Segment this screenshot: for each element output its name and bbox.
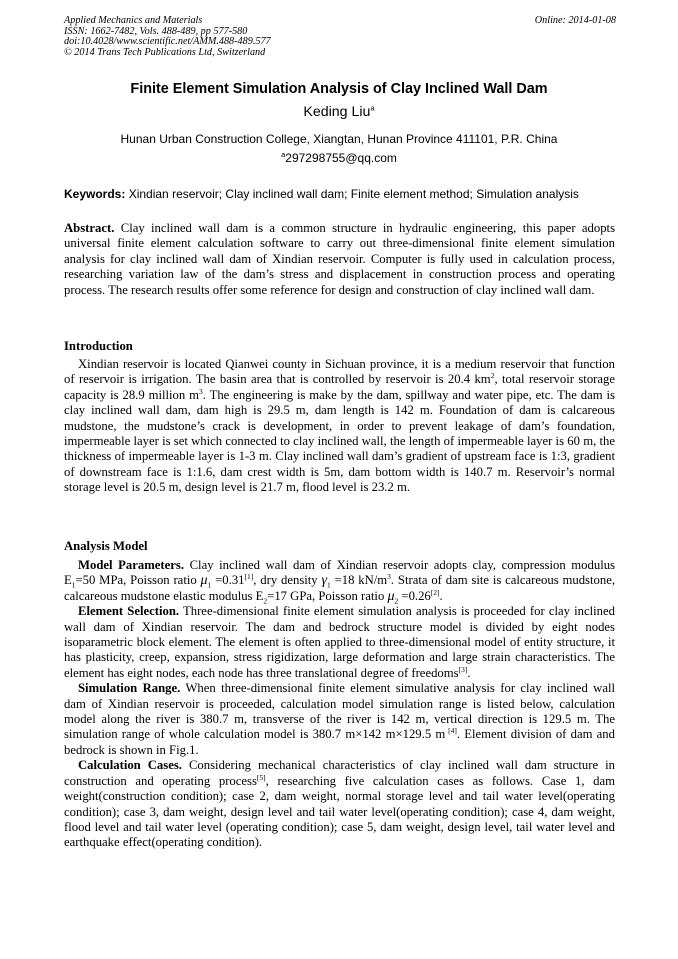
paper-title: Finite Element Simulation Analysis of Clay Inclined Wall Dam [130,81,548,97]
ref-2: [2] [430,587,440,597]
affiliation: Hunan Urban Construction College, Xiangtan, Hunan Province 411101, P.R. China [120,132,558,146]
mp-sub-5: 2 [394,596,399,606]
journal-name: Applied Mechanics and Materials [64,15,203,26]
journal-issn: ISSN: 1662-7482, Vols. 488-489, pp 577-580 [64,25,248,37]
email-mark: a [281,150,286,159]
mp-text-g: =17 GPa, Poisson ratio [267,588,388,603]
cc-text-a: Considering mechanical characteristics of clay inclined wall dam structure in construction and operating process [64,758,616,788]
author-name: Keding Liu [303,104,371,120]
ref-1: [1] [244,572,254,582]
mp-text-e: =18 kN/m [330,573,388,588]
analysis-model-section [64,558,615,851]
es-text-b: . [467,665,471,680]
simulation-range-label: Simulation Range. [78,681,181,696]
paragraph-simulation-range [64,681,615,758]
calculation-cases-label: Calculation Cases. [78,758,182,773]
mp-text-d: , dry density [253,573,322,588]
intro-sup-2: 3 [199,386,203,396]
ref-3: [3] [458,664,468,674]
mp-text-h: =0.26 [398,588,431,603]
ref-5: [5] [256,772,266,782]
element-selection-label: Element Selection. [78,604,180,619]
author-email [0,151,678,165]
model-parameters-label: Model Parameters. [78,558,184,572]
mu-symbol: μ [200,573,208,589]
es-text-a: Three-dimensional finite element simulation analysis is proceeded for clay inclined wall dam of Xindian reservoir. The dam and bedrock structure model is divided by eight nodes isoparametric block element. The element is often applied to three-dimensional model of entity structure, it has plasticity, creep, expansion, stress rigidization, large deformation and large strain characteristics. The element has eight nodes, each node has three translational degree of freedoms [64,604,615,680]
intro-text-3: . The engineering is make by the dam, spillway and water pipe, etc. The dam is clay inclined wall dam, dam high is 29.5 m, dam length is 142 m. Foundation of dam is calcareous mudstone, the mudstone’s crack is development, in order to prevent leakage of dam’s foundation, impermeable layer is set which connected to clay inclined wall, the length of impermeable layer is 60 m, the thickness of impermeable layer is 1-3 m. Clay inclined wall dam’s gradient of upstream face is 1:3, gradient of downstream face is 1:1.6, dam crest width is 5m, dam bottom width is 140.7 m. Reservoir’s normal storage level is 20.5 m, design level is 21.7 m, flood level is 23.2 m. [64,387,615,495]
mp-sub-1: 1 [71,580,76,590]
abstract-label: Abstract. [64,221,115,235]
intro-text-1: Xindian reservoir is located Qianwei county in Sichuan province, it is a medium reservoir that function of reservoir is irrigation. The basin area that is controlled by reservoir is 20.4 km [64,357,615,387]
mp-text-b: =50 MPa, Poisson ratio [75,573,201,588]
mp-text-c: =0.31 [211,573,245,588]
ref-4: [4] [445,726,457,736]
email-address: 297298755@qq.com [285,151,397,165]
journal-header [64,16,616,58]
cc-text-b: , researching five calculation cases as follows. Case 1, dam weight(construction condition); case 2, dam weight, normal storage level and tail water level(operating condition); case 3, dam weight, design level and tail water level(operating condition); case 4, dam weight, flood level and tail water level (operating condition); case 5, dam weight, design level, tail water level and earthquake effect(operating condition). [64,773,615,850]
mp-sub-4: 2 [263,596,268,606]
keywords-label: Keywords: [64,187,126,201]
journal-copyright: © 2014 Trans Tech Publications Ltd, Switzerland [64,46,266,58]
journal-doi: doi:10.4028/www.scientific.net/AMM.488-489.577 [64,36,271,48]
mp-sup-3: 3 [387,572,391,582]
introduction-paragraph [64,357,615,496]
section-heading-analysis-model: Analysis Model [64,539,148,553]
sr-text-a: When three-dimensional finite element simulative analysis for clay inclined wall dam of Xindian reservoir is proceeded, calculation model simulation range is listed below, calculation model along the river is 380.7 m, transverse of the river is 142 m, vertical direction is 129.5 m. The simulation range of whole calculation model is 380.7 m×142 m×129.5 m [64,681,615,742]
paragraph-calculation-cases [64,758,615,850]
mp-text-f: . Strata of dam site is calcareous mudstone, calcareous mudstone elastic modulus E [64,573,615,603]
intro-text-2: , total reservoir storage capacity is 28.9 million m [64,372,615,402]
mp-sub-3: 1 [327,580,331,590]
gamma-symbol: γ [321,573,328,589]
mp-text-i: . [439,588,443,603]
mp-sub-2: 1 [207,580,212,590]
intro-sup-1: 2 [490,371,495,381]
abstract-text: Clay inclined wall dam is a common structure in hydraulic engineering, this paper adopts universal finite element calculation software to carry out three-dimensional finite element simulation analysis for clay inclined wall dam of Xindian reservoir. Computer is fully used in calculation process, researching variation law of the dam’s stress and displacement in construction process and operating process. The research results offer some reference for design and construction of clay inclined wall dam. [64,221,616,297]
keywords-text: Xindian reservoir; Clay inclined wall dam; Finite element method; Simulation analysis [128,187,579,201]
mu2-symbol: μ [387,588,395,604]
keywords [64,187,616,201]
section-heading-introduction: Introduction [64,339,133,353]
author-line [0,104,678,120]
author-mark: a [370,103,375,113]
mp-text-a: Clay inclined wall dam of Xindian reservoir adopts clay, compression modulus E [64,558,615,588]
sr-text-b: . Element division of dam and bedrock is shown in Fig.1. [64,727,615,757]
online-date: Online: 2014-01-08 [534,15,616,26]
paragraph-model-parameters [64,558,615,604]
abstract [64,221,615,298]
paragraph-element-selection [64,604,615,681]
